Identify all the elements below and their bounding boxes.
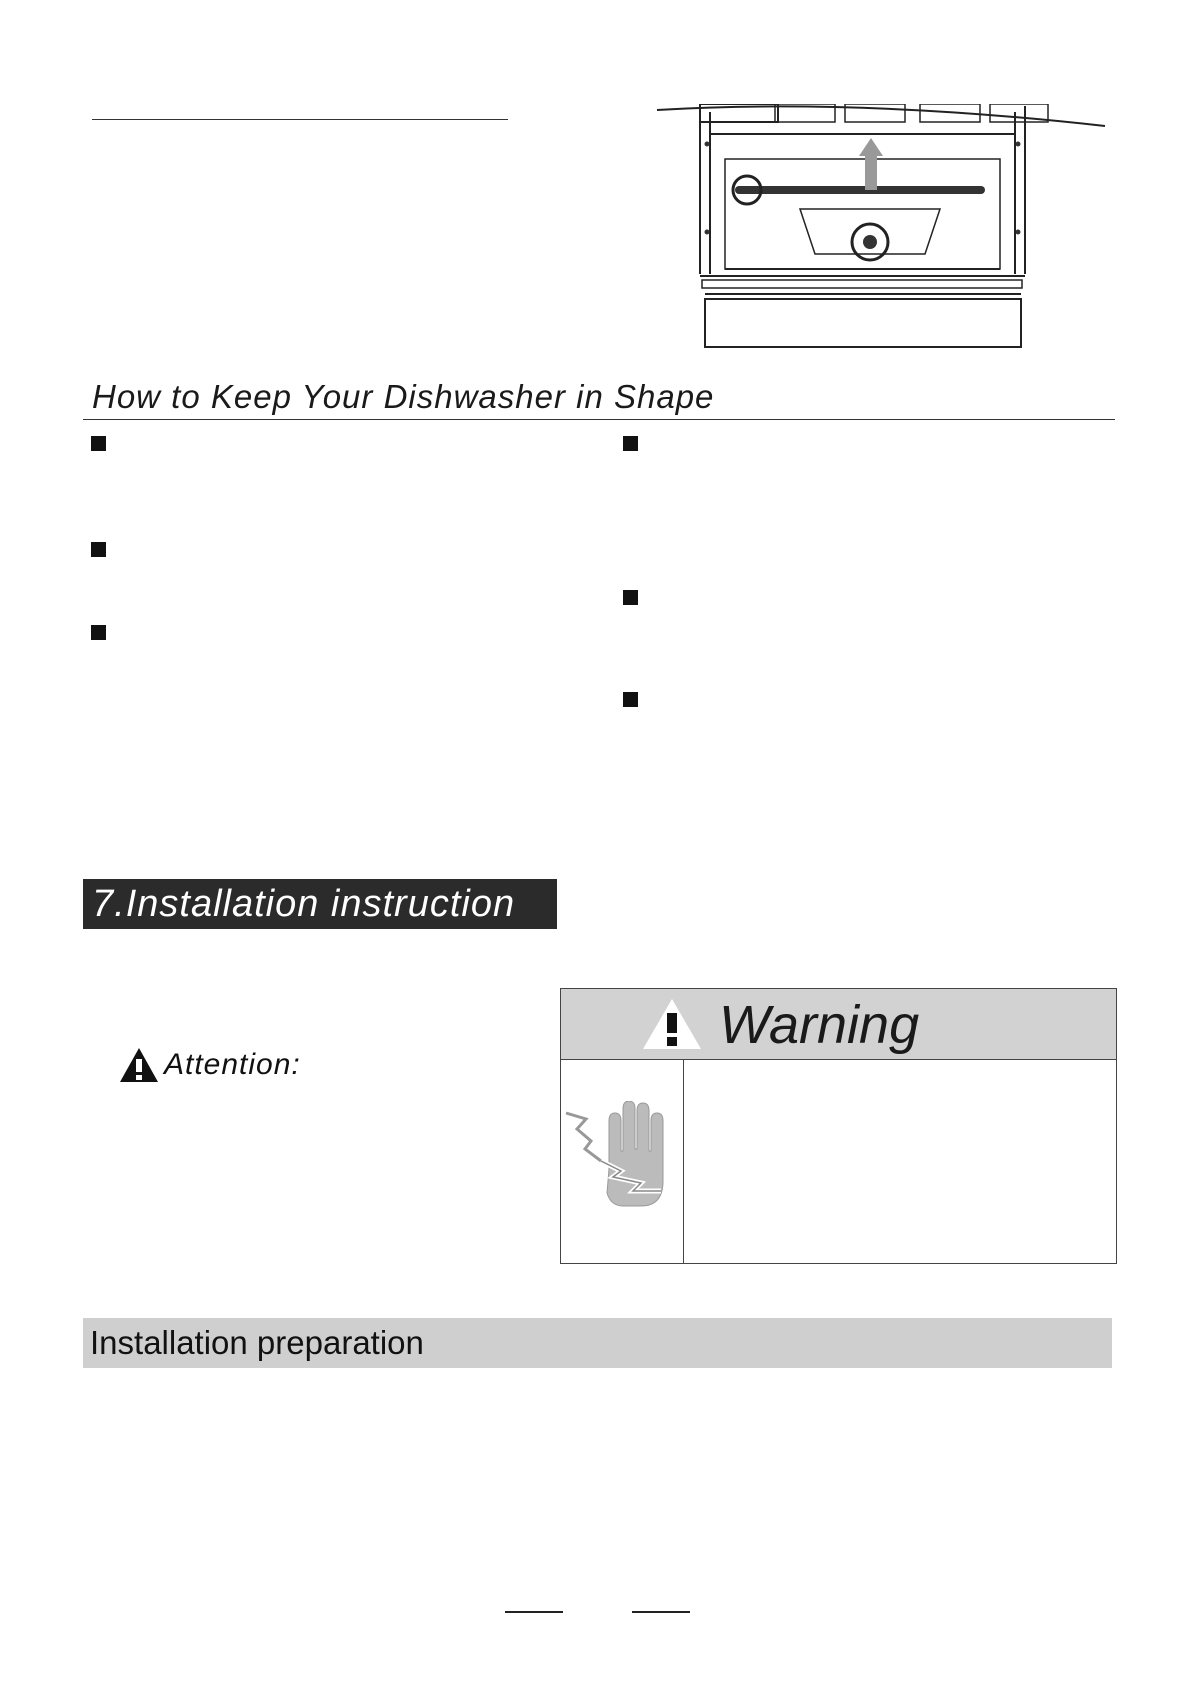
footer-line-right [632,1611,690,1613]
bullet-marker [623,692,638,707]
installation-preparation-bar [83,1318,1112,1368]
hand-electric-shock-icon [561,1101,681,1211]
installation-banner [83,879,557,929]
warning-divider [683,1060,684,1263]
installation-banner-text: 7.Installation instruction [92,883,516,925]
bullet-marker [91,542,106,557]
bullet-marker [623,590,638,605]
attention-label [118,1045,301,1085]
section-heading-rule [83,419,1115,420]
bullet-marker [91,436,106,451]
installation-preparation-heading: Installation preparation [90,1324,424,1361]
warning-header [561,989,1116,1060]
bullet-marker [91,625,106,640]
warning-box [560,988,1117,1264]
warning-triangle-icon [118,1046,160,1084]
warning-title: Warning [719,995,920,1055]
exclamation-triangle-icon [641,997,703,1051]
bullet-marker [623,436,638,451]
dishwasher-illustration [655,104,1110,349]
attention-text: Attention: [164,1048,301,1081]
footer-line-left [505,1611,563,1613]
section-heading: How to Keep Your Dishwasher in Shape [92,378,715,415]
top-rule [92,119,508,120]
